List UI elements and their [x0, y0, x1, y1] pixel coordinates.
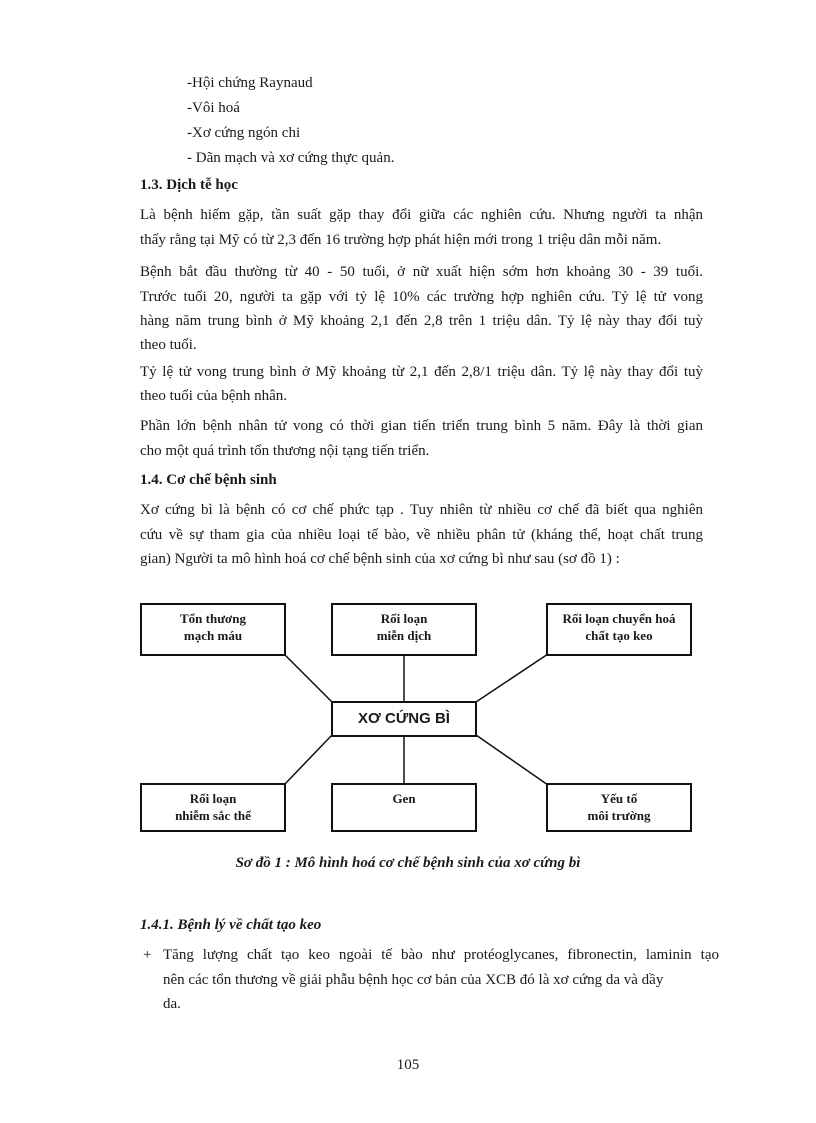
paragraph-line: Phần lớn bệnh nhân tử vong có thời gian tiến triển trung bình 5 năm. Đây là thời gian	[140, 418, 703, 434]
paragraph-line: Xơ cứng bì là bệnh có cơ chế phức tạp . Tuy nhiên từ nhiều cơ chế đã biết qua nghiên	[140, 502, 703, 518]
paragraph-line: theo tuổi.	[140, 337, 197, 353]
diagram-box-vascular-damage	[140, 603, 286, 656]
paragraph-line: gian) Người ta mô hình hoá cơ chế bệnh sinh của xơ cứng bì như sau (sơ đồ 1) :	[140, 551, 620, 567]
list-item: -Xơ cứng ngón chi	[187, 125, 301, 141]
section-heading-1-4: 1.4. Cơ chế bệnh sinh	[140, 472, 277, 488]
list-item: -Vôi hoá	[187, 100, 240, 116]
diagram-box-line: Tổn thương	[180, 611, 246, 626]
bullet-line: nên các tổn thương về giải phẫu bệnh học cơ bản của XCB đó là xơ cứng da và dầy	[163, 972, 664, 988]
bullet-line: Tăng lượng chất tạo keo ngoài tế bào như protéoglycanes, fibronectin, laminin tạo	[163, 947, 719, 963]
diagram-box-line: Rối loạn	[189, 791, 237, 806]
list-item: -Hội chứng Raynaud	[187, 75, 313, 91]
paragraph-line: Bệnh bắt đầu thường từ 40 - 50 tuổi, ở nữ xuất hiện sớm hơn khoảng 30 - 39 tuổi.	[140, 264, 703, 280]
diagram-box-line: chất tạo keo	[585, 628, 653, 643]
section-heading-1-4-1: 1.4.1. Bệnh lý về chất tạo keo	[140, 917, 322, 933]
bullet-mark: +	[143, 947, 152, 963]
connector-top-left	[284, 654, 332, 702]
paragraph-line: hàng năm trung bình ở Mỹ khoảng 2,1 đến 2,8 trên 1 triệu dân. Tỷ lệ này thay đổi tuỳ	[140, 313, 703, 329]
diagram-box-environment	[546, 783, 692, 832]
diagram-center-box: XƠ CỨNG BÌ	[331, 701, 477, 737]
paragraph-line: theo tuổi của bệnh nhân.	[140, 388, 288, 404]
paragraph-line: cứu về sự tham gia của nhiều loại tế bào, về nhiều phân tử (kháng thể, hoạt chất trung	[140, 527, 703, 543]
page-number: 105	[396, 1057, 420, 1073]
paragraph-line: Tỷ lệ tử vong trung bình ở Mỹ khoảng từ 2,1 đến 2,8/1 triệu dân. Tỷ lệ này thay đổi tuỳ	[140, 364, 703, 380]
diagram-box-gene	[331, 783, 477, 832]
diagram-box-line: nhiễm sắc thể	[175, 808, 251, 823]
paragraph-line: Trước tuổi 20, người ta gặp với tỷ lệ 10% các trường hợp nghiên cứu. Tỷ lệ tử vong	[140, 289, 703, 305]
bullet-line: da.	[163, 996, 181, 1012]
paragraph-line: thấy rằng tại Mỹ có từ 2,3 đến 16 trường hợp phát hiện mới trong 1 triệu dân mỗi năm.	[140, 232, 662, 248]
connector-top-right	[476, 654, 548, 702]
diagram-box-chromosome-disorder	[140, 783, 286, 832]
paragraph-line: cho một quá trình tổn thương nội tạng tiến triển.	[140, 443, 430, 459]
diagram-box-line: miễn dịch	[376, 628, 432, 643]
diagram-box-line: mạch máu	[183, 628, 243, 643]
list-item: - Dãn mạch và xơ cứng thực quản.	[187, 150, 395, 166]
diagram-box-line: Yếu tố	[600, 791, 638, 806]
diagram-box-line: môi trường	[587, 808, 651, 823]
diagram-box-line: Gen	[392, 791, 416, 806]
paragraph-line: Là bệnh hiếm gặp, tần suất gặp thay đổi giữa các nghiên cứu. Nhưng người ta nhận	[140, 207, 703, 223]
connector-bottom-left	[284, 735, 332, 785]
connector-bottom-right	[476, 735, 548, 785]
diagram-box-immune-disorder	[331, 603, 477, 656]
diagram-box-line: Rối loạn	[380, 611, 428, 626]
diagram-box-line: Rối loạn chuyển hoá	[562, 611, 676, 626]
section-heading-1-3: 1.3. Dịch tễ học	[140, 177, 238, 193]
diagram-box-collagen-metabolism	[546, 603, 692, 656]
diagram-caption: Sơ đồ 1 : Mô hình hoá cơ chế bệnh sinh của xơ cứng bì	[235, 855, 581, 871]
